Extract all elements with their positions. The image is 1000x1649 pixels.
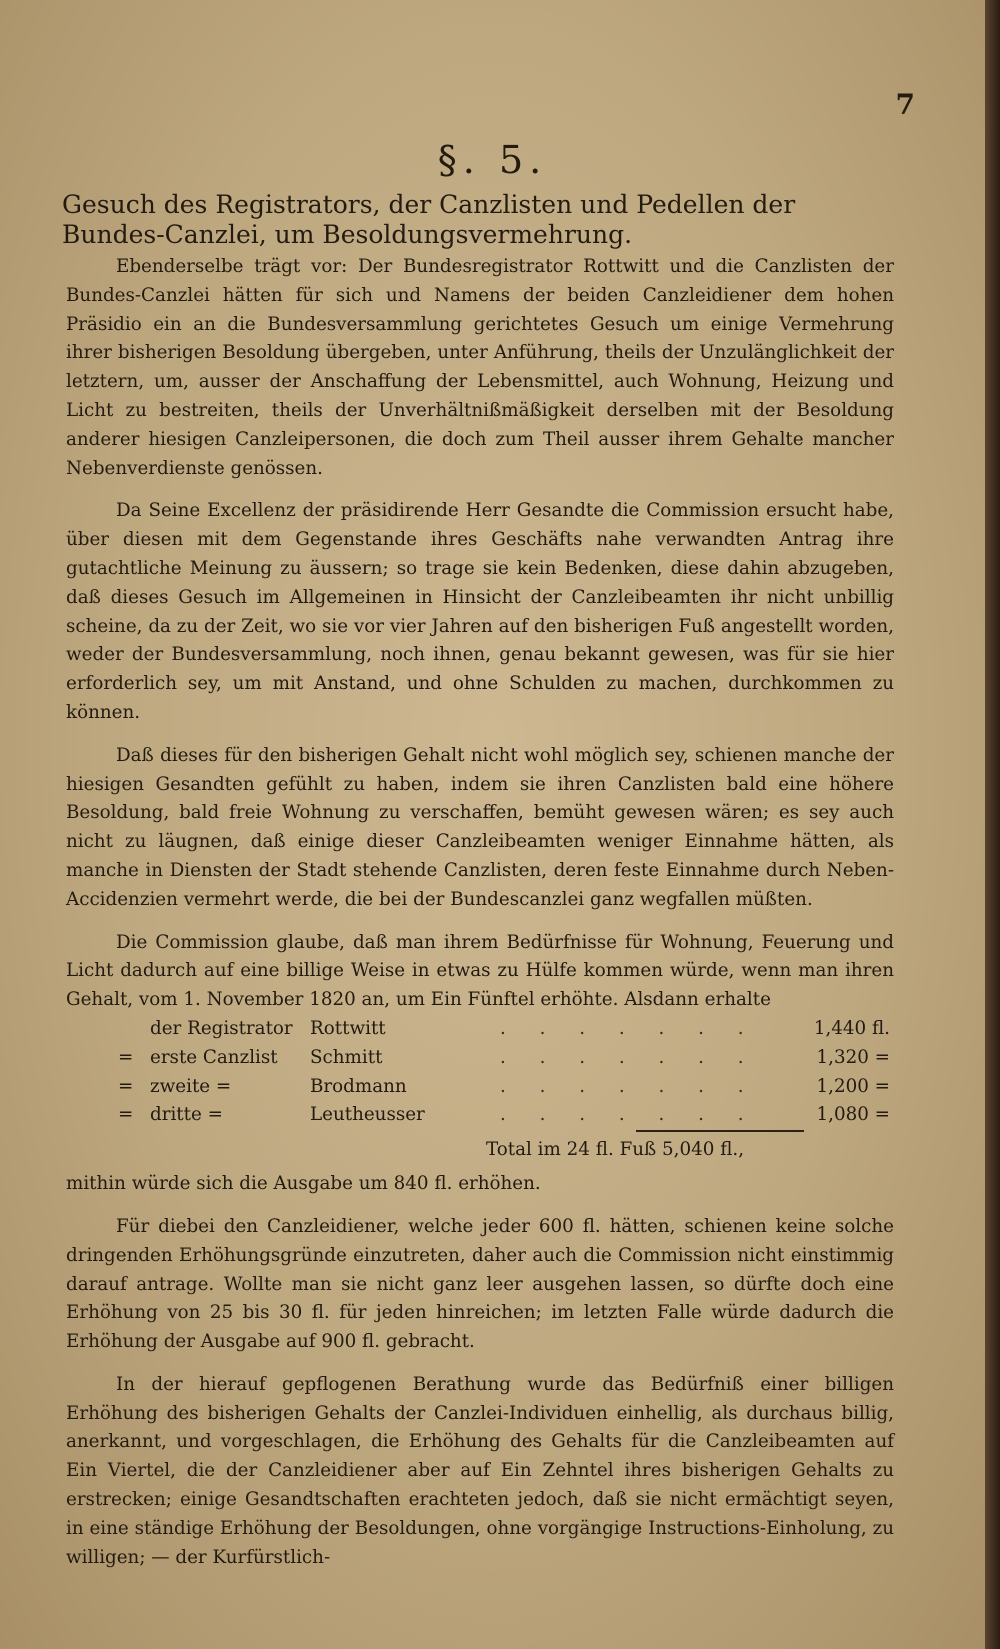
salary-prefix: = — [118, 1104, 134, 1126]
salary-amount: 1,200 = — [816, 1075, 890, 1097]
salary-table — [66, 1015, 894, 1166]
salary-prefix: = — [118, 1046, 134, 1068]
book-edge — [985, 0, 1000, 1649]
paragraph: Für diebei den Canzleidiener, welche jeder 600 fl. hätten, schienen keine solche dringenden Erhöhungsgründe einzutreten, daher auch die Commission nicht einstimmig darauf antrage. Wollte man sie nicht ganz leer ausgehen lassen, so dürfte doch eine Erhöhung von 25 bis 30 fl. für jeden hinreichen; im letzten Falle würde dadurch die Erhöhung der Ausgabe auf 900 fl. gebracht. — [66, 1215, 894, 1353]
salary-name: Brodmann — [310, 1075, 407, 1097]
section-heading: Gesuch des Registrators, der Canzlisten und Pedellen der Bundes-Canzlei, um Besoldungsvermehrung. — [62, 190, 796, 249]
salary-rank: zweite = — [150, 1075, 232, 1097]
salary-rank: der Registrator — [150, 1017, 293, 1039]
salary-name: Leutheusser — [310, 1104, 425, 1126]
salary-row — [66, 1015, 894, 1044]
salary-rank: erste Canzlist — [150, 1046, 278, 1068]
salary-leader-dots: . . . . . . . — [500, 1017, 758, 1039]
salary-total: Total im 24 fl. Fuß 5,040 fl., — [486, 1139, 745, 1161]
salary-leader-dots: . . . . . . . — [500, 1075, 758, 1097]
document-body — [66, 253, 894, 1586]
salary-amount: 1,080 = — [816, 1104, 890, 1126]
paragraph: Die Commission glaube, daß man ihrem Bedürfnisse für Wohnung, Feuerung und Licht dadurch auf eine billige Weise in etwas zu Hülfe kommen würde, wenn man ihren Gehalt, vom 1. November 1820 an, um Ein Fünftel erhöhte. Alsdann erhalte — [66, 931, 894, 1011]
paragraph: In der hierauf gepflogenen Berathung wurde das Bedürfniß einer billigen Erhöhung des bisherigen Gehalts der Canzlei-Individuen einhellig, als durchaus billig, anerkannt, und vorgeschlagen, die Erhöhung des Gehalts für die Canzleibeamten auf Ein Viertel, die der Canzleidiener aber auf Ein Zehntel ihres bisherigen Gehalts zu erstrecken; einige Gesandtschaften erachteten jedoch, daß sie nicht ermächtigt seyen, in eine ständige Erhöhung der Besoldungen, ohne vorgängige Instructions-Einholung, zu willigen; — der Kurfürstlich- — [66, 1373, 894, 1568]
salary-row — [66, 1044, 894, 1073]
salary-name: Rottwitt — [310, 1017, 386, 1039]
paragraph: Daß dieses für den bisherigen Gehalt nicht wohl möglich sey, schienen manche der hiesigen Gesandten gefühlt zu haben, indem sie ihren Canzlisten bald eine höhere Besoldung, bald freie Wohnung zu verschaffen, bemüht gewesen wären; es sey auch nicht zu läugnen, daß einige dieser Canzleibeamten weniger Einnahme hätten, als manche in Diensten der Stadt stehende Canzlisten, deren feste Einnahme durch Neben-Accidenzien vermehrt werde, die bei der Bundescanzlei ganz wegfallen müßten. — [66, 744, 894, 910]
salary-prefix: = — [118, 1075, 134, 1097]
salary-row — [66, 1101, 894, 1130]
salary-leader-dots: . . . . . . . — [500, 1104, 758, 1126]
salary-amount: 1,440 fl. — [813, 1017, 890, 1039]
salary-amount: 1,320 = — [816, 1046, 890, 1068]
page-number: 7 — [895, 88, 915, 121]
section-title: §. 5. — [437, 138, 548, 182]
paragraph: Da Seine Excellenz der präsidirende Herr Gesandte die Commission ersucht habe, über diesen mit dem Gegenstande ihres Geschäfts nahe verwandten Antrag ihre gutachtliche Meinung zu äussern; so trage sie kein Bedenken, diese dahin abzugeben, daß dieses Gesuch im Allgemeinen in Hinsicht der Canzleibeamten ihr nicht unbillig scheine, da zu der Zeit, wo sie vor vier Jahren auf den bisherigen Fuß angestellt worden, weder der Bundesversammlung, noch ihnen, genau bekannt gewesen, was für sie hier erforderlich sey, um mit Anstand, und ohne Schulden zu machen, durchkommen zu können. — [66, 500, 894, 723]
paragraph-continuation: mithin würde sich die Ausgabe um 840 fl. erhöhen. — [66, 1173, 541, 1195]
salary-name: Schmitt — [310, 1046, 383, 1068]
paragraph: Ebenderselbe trägt vor: Der Bundesregistrator Rottwitt und die Canzlisten der Bundes-Canzlei hätten für sich und Namens der beiden Canzleidiener dem hohen Präsidio ein an die Bundesversammlung gerichtetes Gesuch um einige Vermehrung ihrer bisherigen Besoldung übergeben, unter Anführung, theils der Unzulänglichkeit der letztern, um, ausser der Anschaffung der Lebensmittel, auch Wohnung, Heizung und Licht zu bestreiten, theils der Unverhältnißmäßigkeit derselben mit der Besoldung anderer hiesigen Canzleipersonen, die doch zum Theil ausser ihrem Gehalte mancher Nebenverdienste genössen. — [66, 256, 894, 479]
salary-leader-dots: . . . . . . . — [500, 1046, 758, 1068]
salary-rank: dritte = — [150, 1104, 223, 1126]
salary-row — [66, 1073, 894, 1102]
